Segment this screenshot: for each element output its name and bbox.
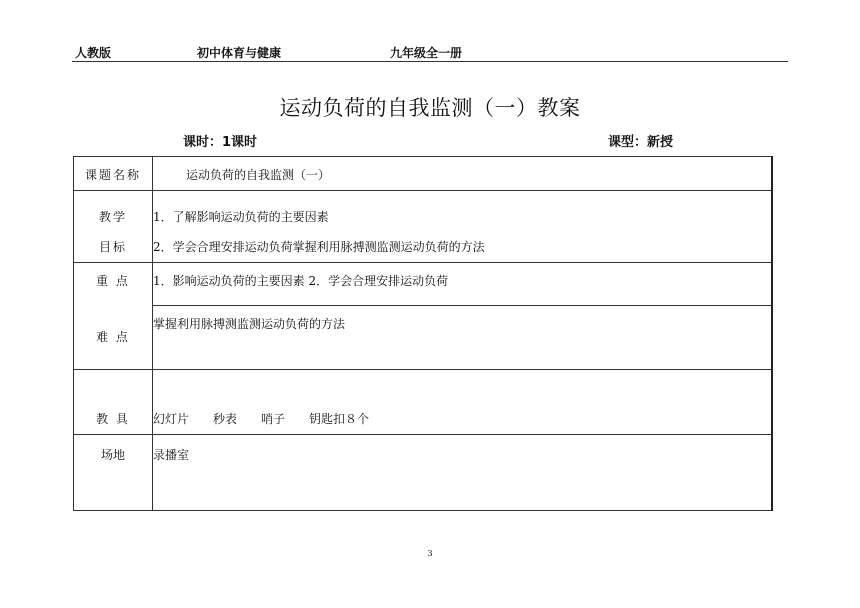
goals-label-line-1: 教学: [98, 210, 127, 224]
lesson-type: 课型：新授: [608, 135, 674, 150]
header-divider: [72, 61, 788, 62]
table-row-difficulty: [74, 306, 772, 370]
lesson-hours: 课时：1课时: [183, 135, 258, 150]
label-spacer: [74, 289, 152, 328]
topic-value: 运动负荷的自我监测（一）: [153, 157, 772, 191]
table-row-topic: [74, 157, 772, 191]
goal-item-1: 1．了解影响运动负荷的主要因素: [153, 210, 329, 224]
venue-label: 场地: [74, 435, 153, 511]
document-title: 运动负荷的自我监测（一）教案: [279, 96, 581, 120]
tools-value: 幻灯片 秒表 哨子 钥匙扣８个: [153, 370, 772, 435]
key-label: 重 点: [96, 274, 130, 288]
venue-value: 录播室: [153, 435, 772, 511]
header-publisher: 人教版: [75, 46, 112, 60]
difficulty-label: 难 点: [96, 330, 130, 344]
table-row-goals: [74, 191, 772, 263]
header-grade: 九年级全一册: [390, 46, 463, 60]
lesson-plan-table: [73, 156, 773, 511]
difficulty-value: 掌握利用脉搏测监测运动负荷的方法: [153, 306, 772, 370]
table-row-key-points: [74, 263, 772, 306]
header-subject: 初中体育与健康: [197, 46, 282, 60]
key-value: 1．影响运动负荷的主要因素 2．学会合理安排运动负荷: [153, 263, 772, 306]
tools-label: 教 具: [74, 370, 153, 435]
page-number: 3: [427, 549, 433, 558]
table-row-tools: [74, 370, 772, 435]
goals-label-line-2: 目标: [98, 240, 127, 254]
table-row-venue: [74, 435, 772, 511]
goal-item-2: 2．学会合理安排运动负荷掌握利用脉搏测监测运动负荷的方法: [153, 240, 485, 254]
key-difficulty-label: [74, 263, 153, 370]
goals-value: [153, 191, 772, 263]
topic-label: 课题名称: [74, 157, 153, 191]
goals-label: [74, 191, 153, 263]
